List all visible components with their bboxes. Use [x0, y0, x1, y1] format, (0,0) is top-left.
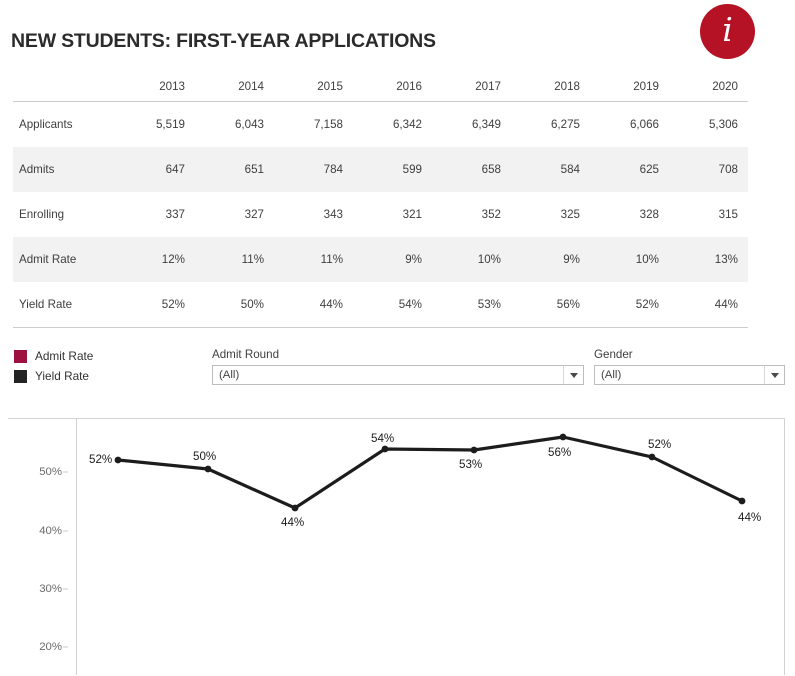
data-point-label: 50%	[193, 450, 217, 463]
table-header-year: 2015	[274, 80, 353, 102]
table-cell: 52%	[590, 282, 669, 328]
admit-round-value: (All)	[219, 369, 240, 381]
chevron-down-icon[interactable]	[563, 366, 583, 384]
table-cell: 11%	[195, 237, 274, 282]
table-cell: 56%	[511, 282, 590, 328]
table-header-year: 2016	[353, 80, 432, 102]
table-cell: 352	[481, 208, 501, 221]
table-cell: 5,306	[708, 118, 738, 131]
table-cell: 9%	[511, 237, 590, 282]
table-cell: 647	[116, 147, 195, 192]
data-point-label: 52%	[89, 453, 113, 466]
table-cell: 337	[165, 208, 185, 221]
data-point-label: 44%	[738, 511, 762, 524]
row-label: Applicants	[19, 118, 73, 131]
legend-swatch-icon	[14, 370, 27, 383]
table-cell: 6,349	[471, 118, 501, 131]
data-point-label: 54%	[371, 432, 395, 445]
data-point-marker[interactable]	[739, 498, 746, 505]
table-cell: 584	[511, 147, 590, 192]
table-cell: 343	[323, 208, 343, 221]
data-point-label: 53%	[459, 458, 483, 471]
legend-label: Yield Rate	[35, 369, 89, 383]
info-circle-icon[interactable]	[700, 4, 755, 59]
table-body	[13, 102, 748, 328]
y-axis-tick-label: 50%	[39, 466, 62, 478]
table-cell: 13%	[669, 237, 748, 282]
y-axis-tick-label: 20%	[39, 641, 62, 653]
gender-dropdown[interactable]	[594, 365, 785, 385]
data-point-marker[interactable]	[560, 434, 567, 441]
yield-rate-line-chart	[8, 418, 785, 675]
table-cell: 44%	[274, 282, 353, 328]
data-point-label: 44%	[281, 516, 305, 529]
table-cell: 599	[353, 147, 432, 192]
table-cell: 315	[718, 208, 738, 221]
table-row	[13, 282, 748, 328]
table-row	[13, 237, 748, 282]
table-cell: 10%	[590, 237, 669, 282]
controls-strip	[0, 343, 795, 393]
first-year-applications-table	[13, 80, 748, 328]
data-point-label: 52%	[648, 438, 672, 451]
data-point-marker[interactable]	[649, 454, 656, 461]
filter-admit-round	[212, 348, 584, 385]
chart-legend	[14, 346, 93, 386]
table-cell: 54%	[353, 282, 432, 328]
table-cell: 10%	[432, 237, 511, 282]
table-cell: 658	[432, 147, 511, 192]
table-cell: 327	[244, 208, 264, 221]
table-cell: 625	[590, 147, 669, 192]
table-cell: 708	[669, 147, 748, 192]
table-row	[13, 147, 748, 192]
chevron-down-icon[interactable]	[764, 366, 784, 384]
legend-item-yield-rate[interactable]	[14, 366, 93, 386]
table-cell: 11%	[274, 237, 353, 282]
table-cell: 5,519	[155, 118, 185, 131]
y-axis-tick-label: 30%	[39, 583, 62, 595]
table-cell: 9%	[353, 237, 432, 282]
table-cell: 651	[195, 147, 274, 192]
table-header-year: 2019	[590, 80, 669, 102]
chart-canvas	[8, 419, 785, 676]
table-header-year: 2018	[511, 80, 590, 102]
filter-label: Admit Round	[212, 348, 280, 361]
table-cell: 52%	[116, 282, 195, 328]
admit-round-dropdown[interactable]	[212, 365, 584, 385]
table-header-year: 2014	[195, 80, 274, 102]
table-cell: 53%	[432, 282, 511, 328]
table-cell: 321	[402, 208, 422, 221]
data-point-marker[interactable]	[382, 446, 389, 453]
data-point-label: 56%	[548, 446, 572, 459]
table-cell: 6,043	[234, 118, 264, 131]
table-cell: 325	[560, 208, 580, 221]
data-point-marker[interactable]	[471, 447, 478, 454]
table-cell: 6,275	[550, 118, 580, 131]
legend-item-admit-rate[interactable]	[14, 346, 93, 366]
row-label: Yield Rate	[13, 282, 116, 328]
table-header	[13, 80, 748, 102]
row-label: Enrolling	[19, 208, 65, 221]
table-cell: 6,342	[392, 118, 422, 131]
table-cell: 50%	[195, 282, 274, 328]
table-header-year: 2020	[669, 80, 748, 102]
table-cell: 7,158	[313, 118, 343, 131]
table-cell: 12%	[116, 237, 195, 282]
table-header-row	[13, 80, 748, 102]
info-letter: i	[722, 10, 733, 49]
table-cell: 784	[274, 147, 353, 192]
table-cell: 328	[639, 208, 659, 221]
table-cell: 44%	[669, 282, 748, 328]
dashboard-header	[0, 0, 795, 72]
table-header-label	[13, 80, 116, 102]
row-label: Admits	[13, 147, 116, 192]
row-label: Admit Rate	[13, 237, 116, 282]
page-title: NEW STUDENTS: FIRST-YEAR APPLICATIONS	[11, 30, 436, 52]
filter-label: Gender	[594, 348, 633, 361]
legend-swatch-icon	[14, 350, 27, 363]
filter-gender	[594, 348, 785, 385]
y-axis-tick-label: 40%	[39, 525, 62, 537]
data-point-marker[interactable]	[115, 457, 122, 464]
table-row	[13, 192, 748, 237]
table-cell: 6,066	[629, 118, 659, 131]
data-point-marker[interactable]	[292, 505, 299, 512]
legend-label: Admit Rate	[35, 349, 94, 363]
gender-value: (All)	[601, 369, 622, 381]
table-header-year: 2017	[432, 80, 511, 102]
data-point-marker[interactable]	[205, 466, 212, 473]
table-header-year: 2013	[116, 80, 195, 102]
table-row	[13, 102, 748, 148]
